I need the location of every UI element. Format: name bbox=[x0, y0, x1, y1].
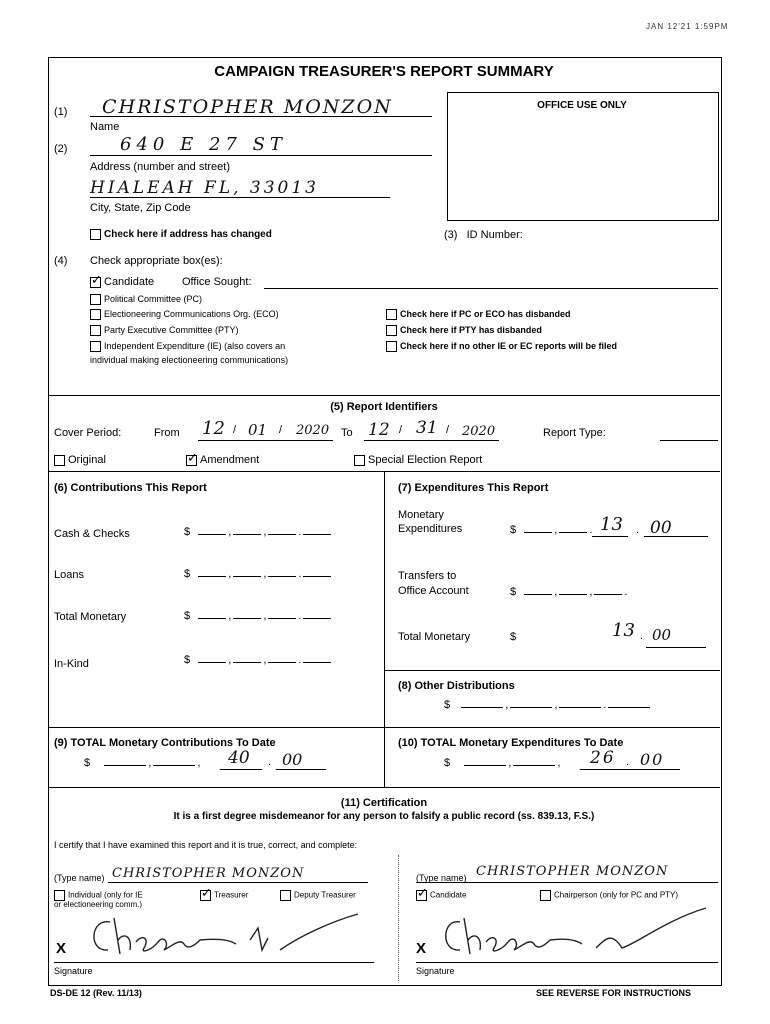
original-label: Original bbox=[68, 454, 106, 466]
special-checkbox[interactable] bbox=[354, 455, 365, 466]
name-value[interactable]: CHRISTOPHER MONZON bbox=[102, 96, 393, 118]
individual-label-2: or electioneering comm.) bbox=[54, 900, 143, 909]
loans-field[interactable]: $ , , . bbox=[184, 566, 333, 580]
no-other-ie-checkbox[interactable] bbox=[386, 341, 397, 352]
to-day[interactable]: 31 bbox=[416, 418, 438, 438]
disband-pty-label: Check here if PTY has disbanded bbox=[400, 325, 542, 335]
other-distributions-field[interactable]: $ , , . bbox=[444, 697, 652, 711]
treasurer-row[interactable] bbox=[200, 890, 248, 901]
eco-checkbox[interactable] bbox=[90, 309, 101, 320]
from-line bbox=[198, 440, 333, 441]
disband-pc-row[interactable] bbox=[386, 309, 571, 320]
amendment-label: Amendment bbox=[200, 454, 260, 466]
total-exp-field[interactable]: $ bbox=[510, 631, 517, 643]
total-exp-cents-line bbox=[646, 647, 706, 648]
deputy-label: Deputy Treasurer bbox=[294, 890, 356, 900]
transfers-label-2: Office Account bbox=[398, 585, 469, 597]
in-kind-field[interactable]: $ , , . bbox=[184, 652, 333, 666]
left-signature-line bbox=[54, 962, 374, 963]
address-line bbox=[90, 155, 432, 156]
slash: / bbox=[446, 424, 450, 436]
transfers-label-1: Transfers to bbox=[398, 570, 457, 582]
cand-sig-label: Candidate bbox=[430, 890, 467, 900]
certify-text: I certify that I have examined this report and it is true, correct, and complete: bbox=[54, 840, 358, 850]
expenditures-label: Expenditures bbox=[398, 523, 463, 535]
left-signature-label: Signature bbox=[54, 966, 93, 976]
cover-period-label: Cover Period: bbox=[54, 427, 122, 439]
s10-field[interactable]: $ , , bbox=[444, 757, 561, 769]
s9-dollars[interactable]: 40 bbox=[228, 748, 250, 768]
expenditures-field[interactable]: $ , . bbox=[510, 524, 593, 536]
deputy-checkbox[interactable] bbox=[280, 890, 291, 901]
amendment-row[interactable] bbox=[186, 454, 259, 466]
eco-label: Electioneering Communications Org. (ECO) bbox=[104, 309, 279, 319]
to-month[interactable]: 12 bbox=[368, 420, 390, 440]
expenditures-dollars[interactable]: 13 bbox=[600, 514, 623, 535]
disband-pc-label: Check here if PC or ECO has disbanded bbox=[400, 309, 571, 319]
cand-sig-checkbox[interactable] bbox=[416, 890, 427, 901]
total-exp-dollars[interactable]: 13 bbox=[612, 620, 635, 641]
report-type-line[interactable] bbox=[660, 440, 718, 441]
right-type-name-label: (Type name) bbox=[416, 873, 467, 883]
section-1-number: (1) bbox=[54, 106, 68, 118]
s9-cents[interactable]: 00 bbox=[282, 750, 303, 769]
cert-divider bbox=[398, 855, 399, 981]
misdemeanor-text: It is a first degree misdemeanor for any person to falsify a public record (ss. 839.13, F.S.) bbox=[173, 811, 595, 822]
check-boxes-label: Check appropriate box(es): bbox=[90, 255, 223, 267]
pc-row[interactable] bbox=[90, 294, 202, 305]
divider-8 bbox=[384, 670, 720, 671]
name-label: Name bbox=[90, 121, 120, 133]
cand-sig-row[interactable] bbox=[416, 890, 466, 901]
section-11-title: (11) Certification bbox=[340, 797, 428, 809]
decimal: . bbox=[626, 756, 630, 768]
left-signature bbox=[80, 910, 380, 964]
address-label: Address (number and street) bbox=[90, 161, 231, 173]
eco-row[interactable] bbox=[90, 309, 279, 320]
amendment-checkbox[interactable] bbox=[186, 455, 197, 466]
city-value[interactable]: HIALEAH FL, 33013 bbox=[90, 178, 319, 198]
from-label: From bbox=[154, 427, 180, 439]
monetary-label: Monetary bbox=[398, 509, 444, 521]
no-other-ie-row[interactable] bbox=[386, 341, 617, 352]
right-type-name-line bbox=[416, 882, 718, 883]
office-sought-label: Office Sought: bbox=[182, 276, 252, 288]
total-exp-cents[interactable]: 00 bbox=[652, 626, 672, 644]
left-x: X bbox=[56, 940, 67, 957]
disband-pty-row[interactable] bbox=[386, 325, 542, 336]
ie-checkbox[interactable] bbox=[90, 341, 101, 352]
to-label: To bbox=[341, 427, 353, 439]
total-monetary-label: Total Monetary bbox=[54, 611, 127, 623]
see-reverse: SEE REVERSE FOR INSTRUCTIONS bbox=[536, 988, 692, 998]
right-signature-line bbox=[416, 962, 718, 963]
city-line bbox=[90, 197, 390, 198]
id-number-label: ID Number: bbox=[466, 229, 523, 241]
pc-label: Political Committee (PC) bbox=[104, 294, 203, 304]
decimal: . bbox=[636, 524, 640, 536]
disband-pty-checkbox[interactable] bbox=[386, 325, 397, 336]
chairperson-checkbox[interactable] bbox=[540, 890, 551, 901]
slash: / bbox=[279, 424, 283, 436]
from-year[interactable]: 2020 bbox=[296, 423, 330, 438]
divider-11 bbox=[48, 787, 720, 788]
section-10-title: (10) TOTAL Monetary Expenditures To Date bbox=[398, 737, 624, 749]
original-row[interactable] bbox=[54, 454, 106, 466]
office-use-label: OFFICE USE ONLY bbox=[537, 100, 627, 111]
chairperson-label: Chairperson (only for PC and PTY) bbox=[554, 890, 679, 900]
section-5-title: (5) Report Identifiers bbox=[330, 401, 438, 413]
section-7-title: (7) Expenditures This Report bbox=[398, 482, 549, 494]
right-signature-label: Signature bbox=[416, 966, 455, 976]
right-type-name-value[interactable]: CHRISTOPHER MONZON bbox=[476, 864, 669, 879]
s10-dollars[interactable]: 26 bbox=[590, 748, 616, 768]
section-6-title: (6) Contributions This Report bbox=[54, 482, 207, 494]
original-checkbox[interactable] bbox=[54, 455, 65, 466]
form-title: CAMPAIGN TREASURER'S REPORT SUMMARY bbox=[214, 63, 554, 80]
total-exp-label: Total Monetary bbox=[398, 631, 471, 643]
address-changed-checkbox[interactable] bbox=[90, 229, 101, 240]
office-use-box bbox=[447, 92, 719, 221]
treasurer-label: Treasurer bbox=[214, 890, 249, 900]
slash: / bbox=[233, 424, 237, 436]
treasurer-checkbox[interactable] bbox=[200, 890, 211, 901]
candidate-row[interactable] bbox=[90, 276, 154, 288]
section-9-title: (9) TOTAL Monetary Contributions To Date bbox=[54, 737, 276, 749]
decimal: . bbox=[268, 756, 272, 768]
ie-label-2: individual making electioneering communications) bbox=[90, 355, 289, 365]
left-type-name-label: (Type name) bbox=[54, 873, 105, 883]
id-number-row bbox=[444, 229, 523, 241]
special-label: Special Election Report bbox=[368, 454, 483, 466]
s10-line bbox=[580, 769, 680, 770]
name-line bbox=[90, 116, 432, 117]
vertical-divider bbox=[384, 471, 385, 787]
right-x: X bbox=[416, 940, 427, 957]
total-monetary-field[interactable]: $ , , . bbox=[184, 608, 333, 622]
chairperson-row[interactable] bbox=[540, 890, 678, 901]
section-8-title: (8) Other Distributions bbox=[398, 680, 515, 692]
deputy-row[interactable] bbox=[280, 890, 356, 901]
candidate-label: Candidate bbox=[104, 276, 155, 288]
s9-field[interactable]: $ , , bbox=[84, 757, 201, 769]
city-label: City, State, Zip Code bbox=[90, 202, 191, 214]
expenditures-cents[interactable]: 00 bbox=[650, 518, 672, 538]
decimal: . bbox=[640, 630, 644, 642]
no-other-ie-label: Check here if no other IE or EC reports will be filed bbox=[400, 341, 618, 351]
from-day[interactable]: 01 bbox=[248, 421, 268, 439]
divider-9 bbox=[48, 727, 720, 728]
exp-cents-line bbox=[644, 536, 708, 537]
section-2-number: (2) bbox=[54, 143, 68, 155]
left-type-name-value[interactable]: CHRISTOPHER MONZON bbox=[112, 866, 305, 881]
ie-label: Independent Expenditure (IE) (also covers an bbox=[104, 341, 286, 351]
special-row[interactable] bbox=[354, 454, 482, 466]
to-line bbox=[364, 440, 499, 441]
address-changed-label: Check here if address has changed bbox=[104, 229, 272, 241]
slash: / bbox=[399, 424, 403, 436]
right-signature bbox=[436, 904, 726, 962]
exp-dollars-line bbox=[592, 536, 628, 537]
pty-checkbox[interactable] bbox=[90, 325, 101, 336]
s9-dollars-line bbox=[220, 769, 262, 770]
divider-5 bbox=[48, 395, 720, 396]
cash-checks-field[interactable]: $ , , . bbox=[184, 524, 333, 538]
s9-cents-line bbox=[276, 769, 326, 770]
to-year[interactable]: 2020 bbox=[462, 424, 496, 439]
individual-label: Individual (only for IE bbox=[68, 890, 143, 900]
pty-label: Party Executive Committee (PTY) bbox=[104, 325, 239, 335]
address-value[interactable]: 640 E 27 ST bbox=[120, 134, 287, 155]
cash-checks-label: Cash & Checks bbox=[54, 528, 130, 540]
pc-checkbox[interactable] bbox=[90, 294, 101, 305]
received-stamp: JAN 12'21 1:59PM bbox=[646, 22, 729, 31]
section-3-number: (3) bbox=[444, 229, 458, 241]
disband-pc-checkbox[interactable] bbox=[386, 309, 397, 320]
ie-row[interactable] bbox=[90, 341, 285, 352]
in-kind-label: In-Kind bbox=[54, 658, 89, 670]
left-type-name-line bbox=[108, 882, 368, 883]
pty-row[interactable] bbox=[90, 325, 239, 336]
s10-cents[interactable]: 00 bbox=[640, 750, 665, 769]
transfers-field[interactable]: $ , , . bbox=[510, 586, 628, 598]
report-type-label: Report Type: bbox=[543, 427, 606, 439]
from-month[interactable]: 12 bbox=[202, 418, 225, 439]
office-sought-line[interactable] bbox=[264, 288, 718, 289]
section-4-number: (4) bbox=[54, 255, 68, 267]
loans-label: Loans bbox=[54, 569, 84, 581]
address-changed-row[interactable] bbox=[90, 229, 272, 240]
candidate-checkbox[interactable] bbox=[90, 277, 101, 288]
form-id: DS-DE 12 (Rev. 11/13) bbox=[50, 988, 142, 998]
